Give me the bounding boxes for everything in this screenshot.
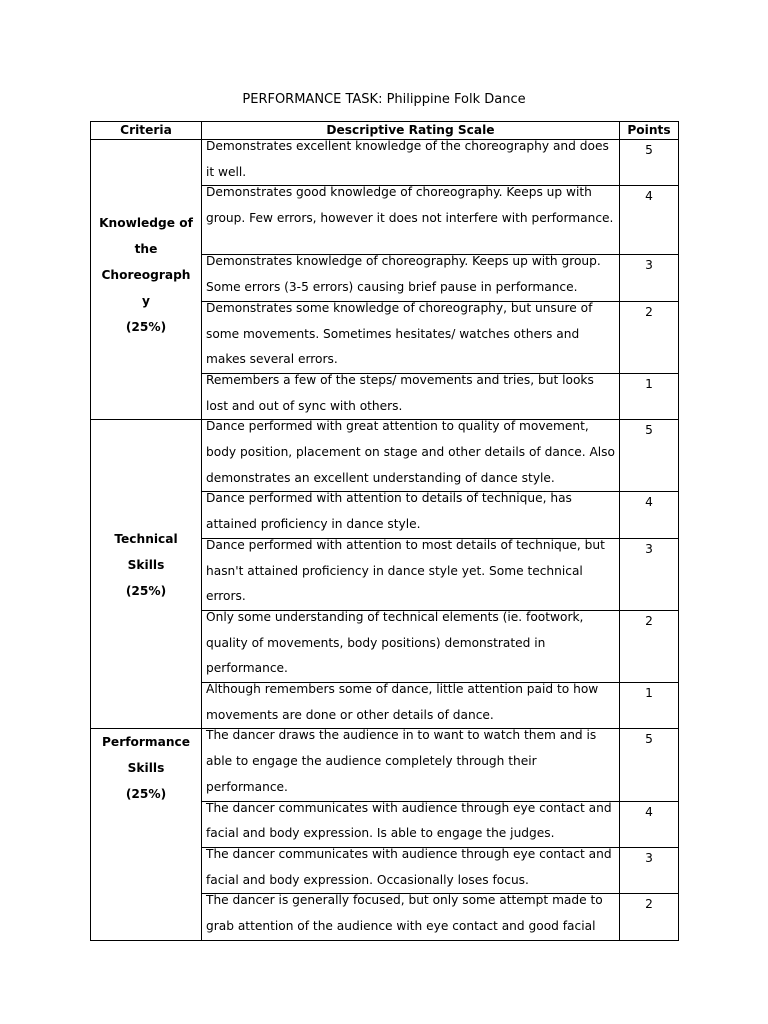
points-value: 5 <box>620 140 679 186</box>
rubric-row <box>91 420 679 492</box>
rating-description <box>202 301 620 373</box>
criteria-label-line: (25%) <box>125 320 167 334</box>
rating-description-text: The dancer communicates with audience through eye contact and facial and body expression. Occasionally loses focus. <box>206 846 612 887</box>
points-value: 1 <box>620 373 679 419</box>
rating-description-text: The dancer draws the audience in to want to watch them and is able to engage the audience completely through their performance. <box>206 728 597 794</box>
criteria-label-line: Choreograph <box>101 268 191 282</box>
rating-description <box>202 140 620 186</box>
points-value: 2 <box>620 301 679 373</box>
criteria-label-line: Technical <box>114 532 178 547</box>
rating-description-text: Remembers a few of the steps/ movements and tries, but looks lost and out of sync with others. <box>206 372 594 413</box>
points-value: 5 <box>620 420 679 492</box>
rating-description <box>202 729 620 801</box>
rating-description-text: Only some understanding of technical elements (ie. footwork, quality of movements, body positions) demonstrated in performance. <box>206 609 584 676</box>
rating-description-text: Dance performed with great attention to quality of movement, body position, placement on stage and other details of dance. Also demonstrates an excellent understanding of dance style. <box>206 419 615 485</box>
points-value: 3 <box>620 255 679 301</box>
rating-description <box>202 801 620 847</box>
rating-description-text: Demonstrates excellent knowledge of the choreography and does it well. <box>206 139 609 179</box>
rubric-table <box>90 121 679 941</box>
criteria-label-line: y <box>142 294 150 308</box>
rating-description <box>202 186 620 255</box>
points-value: 2 <box>620 894 679 940</box>
rating-description <box>202 420 620 492</box>
rating-description-text: Although remembers some of dance, little attention paid to how movements are done or other details of dance. <box>206 682 599 722</box>
scale-header: Descriptive Rating Scale <box>202 122 620 140</box>
rating-description <box>202 610 620 682</box>
rating-description-text: Dance performed with attention to details of technique, has attained proficiency in dance style. <box>206 491 572 532</box>
rating-description <box>202 255 620 301</box>
rating-description-text: The dancer is generally focused, but only some attempt made to grab attention of the audience with eye contact and good facial <box>206 893 603 934</box>
criteria-label-line: the <box>134 242 158 256</box>
criteria-label-line: Skills <box>127 761 165 776</box>
rating-description-text: Demonstrates knowledge of choreography. Keeps up with group. Some errors (3-5 errors) causing brief pause in performance. <box>206 254 601 295</box>
points-value: 4 <box>620 492 679 538</box>
rating-description <box>202 683 620 729</box>
criteria-label-line: (25%) <box>125 584 167 599</box>
criteria-cell <box>91 729 202 940</box>
points-value: 4 <box>620 186 679 255</box>
rubric-row <box>91 140 679 186</box>
points-header: Points <box>620 122 679 140</box>
rubric-body <box>91 140 679 941</box>
criteria-label-line: Performance <box>102 735 190 750</box>
rating-description-text: Demonstrates some knowledge of choreography, but unsure of some movements. Sometimes hesitates/ watches others and makes several errors. <box>206 300 593 367</box>
points-value: 4 <box>620 801 679 847</box>
criteria-cell <box>91 420 202 729</box>
rating-description-text: The dancer communicates with audience through eye contact and facial and body expression. Is able to engage the judges. <box>206 800 612 841</box>
criteria-label-line: (25%) <box>125 787 167 802</box>
rating-description-text: Dance performed with attention to most details of technique, but hasn't attained proficiency in dance style yet. Some technical errors. <box>206 537 605 604</box>
rating-description <box>202 538 620 610</box>
criteria-label-line: Knowledge of <box>99 216 193 230</box>
rubric-row <box>91 729 679 801</box>
points-value: 2 <box>620 610 679 682</box>
rating-description-text: Demonstrates good knowledge of choreography. Keeps up with group. Few errors, however it does not interfere with performance. <box>206 185 614 226</box>
criteria-header: Criteria <box>91 122 202 140</box>
criteria-label-line: Skills <box>127 558 165 573</box>
points-value: 3 <box>620 847 679 893</box>
rating-description <box>202 492 620 538</box>
rating-description <box>202 373 620 419</box>
criteria-cell <box>91 140 202 420</box>
points-value: 3 <box>620 538 679 610</box>
page-title: PERFORMANCE TASK: Philippine Folk Dance <box>242 92 526 107</box>
rating-description <box>202 847 620 893</box>
points-value: 1 <box>620 683 679 729</box>
points-value: 5 <box>620 729 679 801</box>
rating-description <box>202 894 620 940</box>
